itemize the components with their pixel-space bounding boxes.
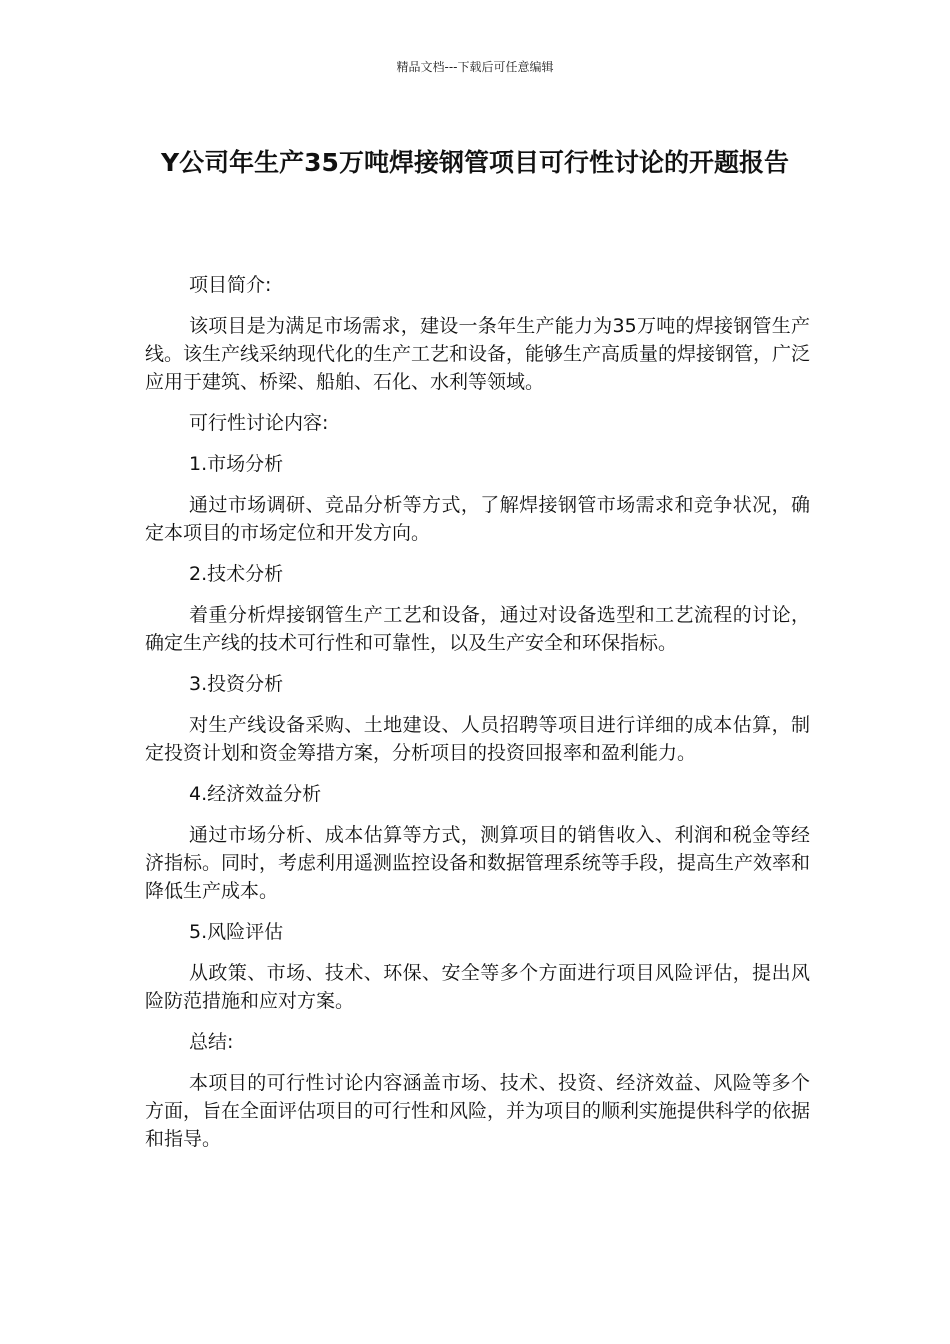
section-heading-economic: 4.经济效益分析: [189, 783, 322, 805]
content-label: 可行性讨论内容:: [189, 412, 329, 434]
section-paragraph-investment: 对生产线设备采购、土地建设、人员招聘等项目进行详细的成本估算，制定投资计划和资金筹措方案，分析项目的投资回报率和盈利能力。: [145, 714, 810, 764]
section-paragraph-economic: 通过市场分析、成本估算等方式，测算项目的销售收入、利润和税金等经济指标。同时，考虑利用遥测监控设备和数据管理系统等手段，提高生产效率和降低生产成本。: [145, 824, 811, 902]
summary-label: 总结:: [189, 1031, 234, 1053]
section-paragraph-market: 通过市场调研、竞品分析等方式，了解焊接钢管市场需求和竞争状况，确定本项目的市场定位和开发方向。: [145, 494, 810, 544]
section-heading-risk: 5.风险评估: [189, 921, 284, 943]
summary-paragraph: 本项目的可行性讨论内容涵盖市场、技术、投资、经济效益、风险等多个方面，旨在全面评估项目的可行性和风险，并为项目的顺利实施提供科学的依据和指导。: [145, 1072, 811, 1150]
document-body: [145, 271, 810, 1166]
section-paragraph-technology: 着重分析焊接钢管生产工艺和设备，通过对设备选型和工艺流程的讨论，确定生产线的技术可行性和可靠性，以及生产安全和环保指标。: [145, 604, 810, 654]
intro-label: 项目简介:: [189, 274, 272, 296]
intro-paragraph: 该项目是为满足市场需求，建设一条年生产能力为35万吨的焊接钢管生产线。该生产线采纳现代化的生产工艺和设备，能够生产高质量的焊接钢管，广泛应用于建筑、桥梁、船舶、石化、水利等领域。: [145, 315, 811, 393]
section-heading-technology: 2.技术分析: [189, 563, 284, 585]
section-paragraph-risk: 从政策、市场、技术、环保、安全等多个方面进行项目风险评估，提出风险防范措施和应对方案。: [145, 962, 810, 1012]
section-heading-market: 1.市场分析: [189, 453, 284, 475]
section-heading-investment: 3.投资分析: [189, 673, 284, 695]
document-title: Y公司年生产35万吨焊接钢管项目可行性讨论的开题报告: [161, 148, 789, 177]
header-note: 精品文档---下载后可任意编辑: [396, 60, 554, 74]
